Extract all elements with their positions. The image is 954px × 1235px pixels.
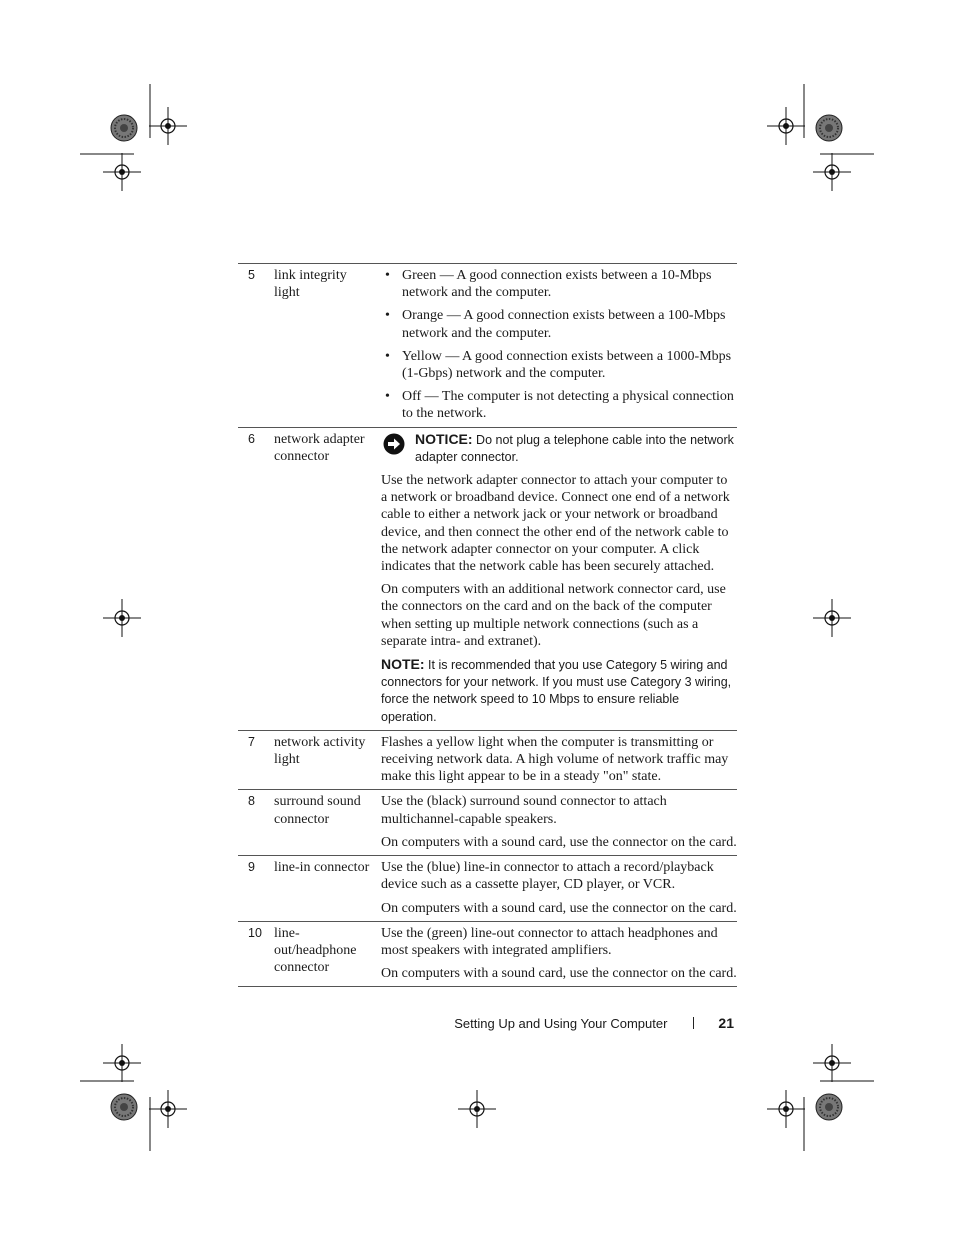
table-row: [238, 731, 737, 791]
notice-text: Do not plug a telephone cable into the network adapter connector.: [415, 432, 734, 464]
connector-name: line-out/headphone connector: [274, 925, 357, 976]
bullet-icon: •: [385, 308, 390, 324]
description-paragraph: On computers with a sound card, use the connector on the card.: [381, 900, 737, 916]
row-number: 7: [248, 734, 255, 749]
row-number: 10: [248, 925, 262, 940]
connector-description: [381, 859, 737, 917]
list-item: [385, 267, 737, 301]
description-paragraph: Use the network adapter connector to attach your computer to a network or broadband device. Connect one end of a network cable to either a network jack or your network or broadband device, and then connect the other end of the network cable to the network adapter connector on your computer. A click indicates that the network cable has been securely attached.: [381, 473, 730, 575]
footer-divider: [693, 1017, 694, 1029]
row-number: 5: [248, 268, 255, 282]
connector-name: network adapter connector: [274, 431, 365, 464]
connector-description: [381, 925, 737, 983]
bullet-text: Green — A good connection exists between a 10-Mbps network and the computer.: [402, 268, 712, 301]
description-paragraph: On computers with a sound card, use the connector on the card.: [381, 966, 737, 982]
row-number: 9: [248, 860, 255, 875]
connector-name: line-in connector: [274, 860, 370, 876]
description-paragraph: On computers with a sound card, use the connector on the card.: [381, 834, 737, 850]
note-label: NOTE:: [381, 656, 425, 673]
bullet-icon: •: [385, 268, 390, 283]
connector-name: link integrity light: [274, 268, 347, 301]
connector-description: [381, 267, 737, 423]
connector-name: surround sound connector: [274, 794, 361, 827]
page-number: 21: [718, 1015, 734, 1031]
connector-description: [381, 734, 737, 786]
connector-description: [381, 431, 737, 726]
footer-section-title: Setting Up and Using Your Computer: [454, 1015, 668, 1031]
bullet-text: Off — The computer is not detecting a physical connection to the network.: [402, 389, 734, 422]
list-item: [385, 307, 737, 341]
row-number: 8: [248, 794, 255, 809]
notice-callout: [381, 431, 737, 466]
bullet-text: Orange — A good connection exists between a 100-Mbps network and the computer.: [402, 308, 726, 341]
bullet-icon: •: [385, 348, 390, 364]
table-row: [238, 264, 737, 428]
table-row: [238, 856, 737, 922]
notice-label: NOTICE:: [415, 430, 473, 447]
row-number: 6: [248, 431, 255, 446]
note-callout: [381, 656, 737, 726]
connector-description: [381, 793, 737, 851]
description-paragraph: Use the (black) surround sound connector to attach multichannel-capable speakers.: [381, 794, 667, 827]
description-paragraph: Use the (green) line-out connector to attach headphones and most speakers with integrated amplifiers.: [381, 925, 718, 958]
page-footer: [454, 1015, 734, 1031]
table-row: [238, 790, 737, 856]
table-row: [238, 428, 737, 731]
connector-table: [238, 263, 737, 987]
description-paragraph: Use the (blue) line-in connector to attach a record/playback device such as a cassette player, CD player, or VCR.: [381, 860, 714, 893]
note-text: It is recommended that you use Category 5 wiring and connectors for your network. If you must use Category 3 wiring, force the network speed to 10 Mbps to ensure reliable operation.: [381, 658, 732, 724]
list-item: [385, 388, 737, 422]
bullet-icon: •: [385, 389, 390, 405]
description-paragraph: On computers with an additional network connector card, use the connectors on the card and on the back of the computer when setting up multiple network connections (such as a separate intra- and extranet).: [381, 582, 726, 649]
description-paragraph: Flashes a yellow light when the computer is transmitting or receiving network data. A high volume of network traffic may make this light appear to be in a steady "on" state.: [381, 734, 729, 785]
table-row: [238, 922, 737, 988]
list-item: [385, 348, 737, 382]
connector-name: network activity light: [274, 734, 366, 768]
notice-arrow-icon: [383, 433, 405, 455]
bullet-text: Yellow — A good connection exists between a 1000-Mbps (1-Gbps) network and the computer.: [402, 348, 732, 382]
